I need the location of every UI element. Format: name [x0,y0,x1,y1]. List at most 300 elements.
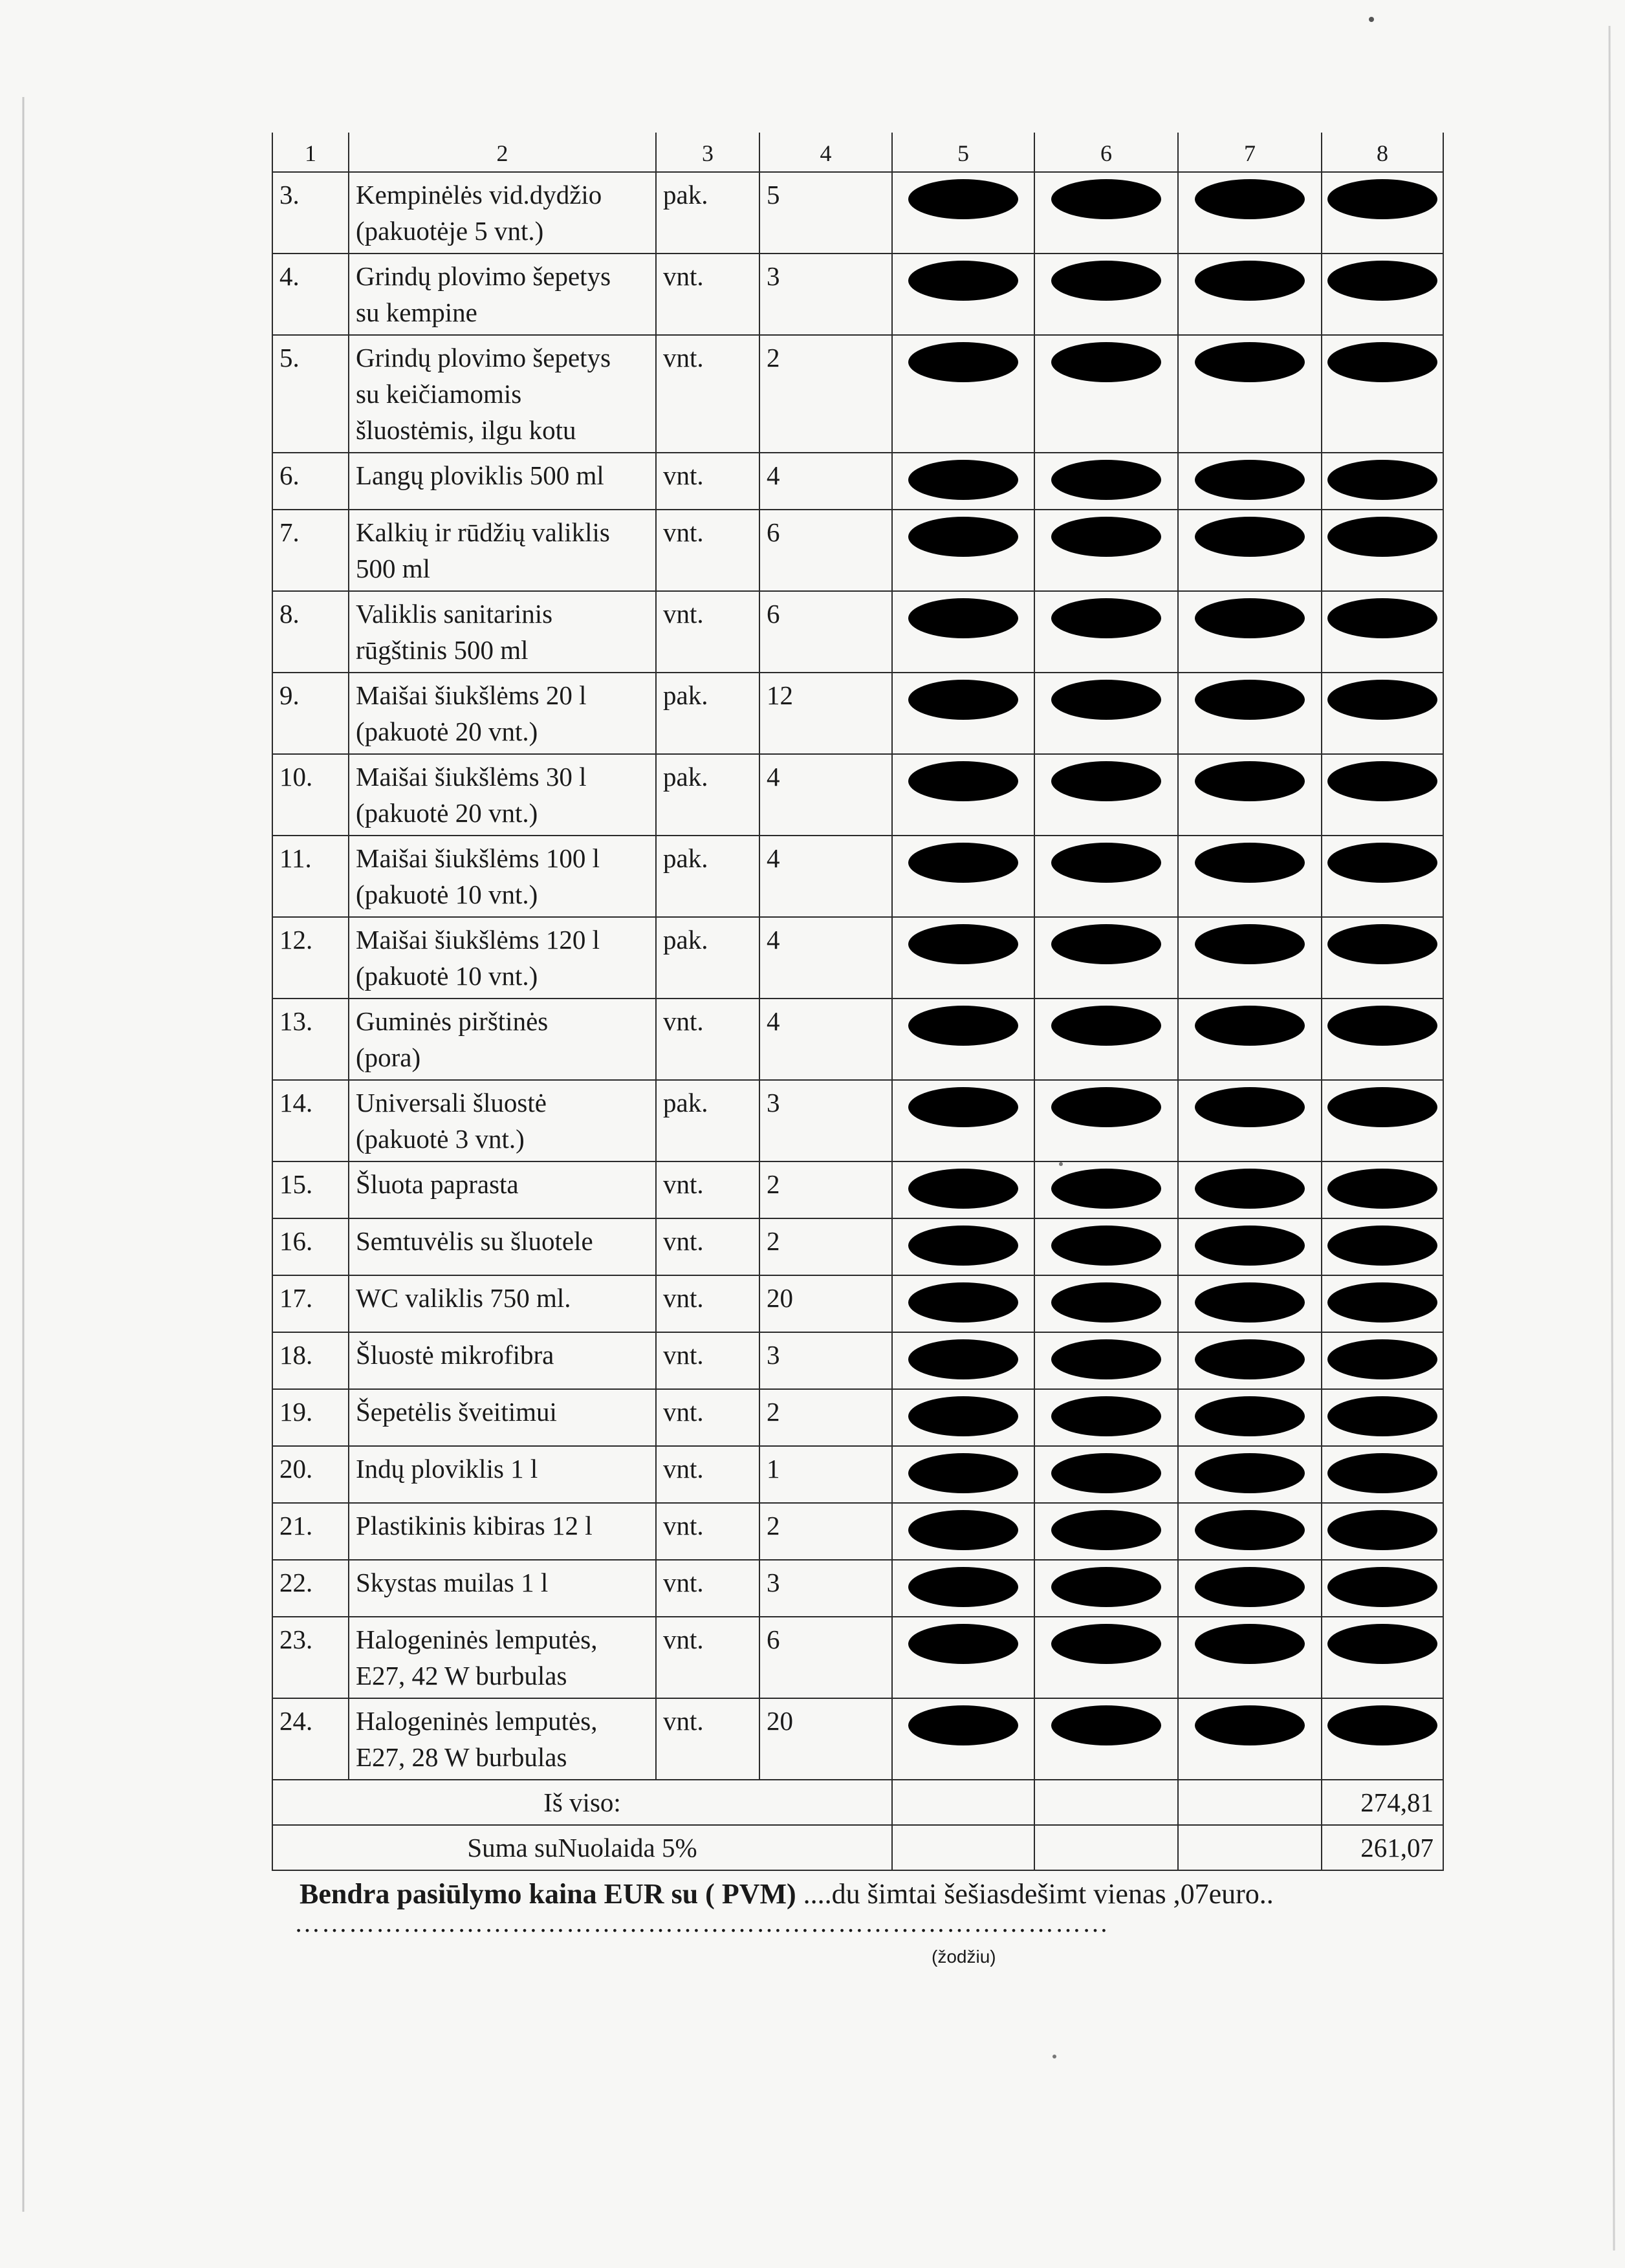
item-name-line: (pakuotė 10 vnt.) [356,880,538,909]
redacted-price-cell [1322,510,1443,591]
item-name [349,510,656,591]
redaction-mark [908,1282,1018,1323]
row-number: 19. [272,1389,349,1446]
redaction-mark [1327,1282,1437,1323]
redaction-mark [1051,680,1161,720]
redacted-price-cell [892,1218,1034,1275]
item-name-line: su kempine [356,297,477,327]
item-name-line: Grindų plovimo šepetys [356,261,611,291]
row-number: 21. [272,1503,349,1560]
item-name-line: su keičiamomis [356,379,522,409]
redacted-price-cell [1322,1698,1443,1780]
unit: pak. [656,1080,759,1161]
row-number: 16. [272,1218,349,1275]
redacted-price-cell [1178,254,1322,335]
redaction-mark [1195,680,1305,720]
redaction-mark [908,1510,1018,1550]
redacted-price-cell [1322,335,1443,453]
redaction-mark [908,1339,1018,1379]
item-name-line: Maišai šiukšlėms 100 l [356,843,600,873]
item-name [349,999,656,1080]
redaction-mark [1327,1226,1437,1266]
redacted-price-cell [1178,335,1322,453]
table-row [272,1446,1443,1503]
item-name-line: Maišai šiukšlėms 120 l [356,925,600,955]
redaction-mark [908,924,1018,964]
unit: vnt. [656,1275,759,1332]
redacted-price-cell [1034,172,1178,254]
redacted-price-cell [1178,1218,1322,1275]
table-row [272,1389,1443,1446]
redaction-mark [1327,1705,1437,1745]
unit: vnt. [656,510,759,591]
redaction-mark [1195,261,1305,301]
table-row [272,754,1443,836]
item-name [349,1161,656,1218]
redaction-mark [908,1453,1018,1493]
redacted-price-cell [1178,1275,1322,1332]
quantity: 6 [759,510,892,591]
redaction-mark [1051,342,1161,382]
redaction-mark [1195,179,1305,219]
redaction-mark [1051,924,1161,964]
item-name [349,754,656,836]
redaction-mark [1051,761,1161,801]
redaction-mark [1327,761,1437,801]
redacted-price-cell [1034,510,1178,591]
item-name [349,1617,656,1698]
total-empty-cell [1034,1825,1178,1870]
column-number: 2 [349,133,656,172]
redaction-mark [908,1567,1018,1607]
redaction-mark [1327,517,1437,557]
redaction-mark [1327,1169,1437,1209]
item-name-line: (pakuotė 20 vnt.) [356,717,538,746]
redaction-mark [1195,1705,1305,1745]
redacted-price-cell [1178,1503,1322,1560]
quantity: 2 [759,1218,892,1275]
redaction-mark [1051,1339,1161,1379]
table-row [272,1332,1443,1389]
redacted-price-cell [892,1503,1034,1560]
redacted-price-cell [1034,1275,1178,1332]
item-name-line: Skystas muilas 1 l [356,1568,549,1597]
redacted-price-cell [1322,453,1443,510]
redacted-price-cell [1178,1617,1322,1698]
row-number: 11. [272,836,349,917]
column-number: 1 [272,133,349,172]
quantity: 4 [759,754,892,836]
row-number: 4. [272,254,349,335]
redacted-price-cell [1034,1218,1178,1275]
quantity: 4 [759,453,892,510]
item-name [349,1332,656,1389]
redaction-mark [908,1226,1018,1266]
total-price-label: Bendra pasiūlymo kaina EUR su ( PVM) [300,1878,796,1910]
redacted-price-cell [892,1698,1034,1780]
redacted-price-cell [1178,917,1322,999]
total-row [272,1780,1443,1825]
redacted-price-cell [892,254,1034,335]
redacted-price-cell [892,1332,1034,1389]
redacted-price-cell [892,453,1034,510]
redacted-price-cell [1034,917,1178,999]
redaction-mark [1051,1006,1161,1046]
table-row [272,1218,1443,1275]
item-name-line: (pakuotė 20 vnt.) [356,798,538,828]
redacted-price-cell [1322,836,1443,917]
redacted-price-cell [892,1389,1034,1446]
redacted-price-cell [1322,1389,1443,1446]
item-name [349,836,656,917]
redaction-mark [1327,1453,1437,1493]
item-name-line: E27, 28 W burbulas [356,1742,567,1772]
redacted-price-cell [892,510,1034,591]
table-row [272,510,1443,591]
item-name-line: Maišai šiukšlėms 20 l [356,680,587,710]
redacted-price-cell [1178,836,1322,917]
redacted-price-cell [1178,1080,1322,1161]
redaction-mark [1051,517,1161,557]
unit: vnt. [656,453,759,510]
redaction-mark [1195,1339,1305,1379]
redacted-price-cell [892,1560,1034,1617]
row-number: 18. [272,1332,349,1389]
item-name-line: WC valiklis 750 ml. [356,1283,571,1313]
discount-total-label: Suma suNuolaida 5% [272,1825,892,1870]
unit: vnt. [656,1617,759,1698]
row-number: 12. [272,917,349,999]
table-row [272,335,1443,453]
redaction-mark [1195,1624,1305,1664]
redaction-mark [1051,598,1161,638]
redacted-price-cell [892,1617,1034,1698]
item-name [349,1698,656,1780]
column-number: 8 [1322,133,1443,172]
unit: vnt. [656,1503,759,1560]
redacted-price-cell [1034,1503,1178,1560]
redacted-price-cell [1178,172,1322,254]
unit: pak. [656,673,759,754]
unit: vnt. [656,1218,759,1275]
redacted-price-cell [892,172,1034,254]
quantity: 2 [759,335,892,453]
redaction-mark [908,843,1018,883]
row-number: 6. [272,453,349,510]
in-words-note: (žodžiu) [932,1947,996,1967]
item-name-line: Valiklis sanitarinis [356,599,553,629]
item-name-line: (pakuotėje 5 vnt.) [356,216,544,246]
item-name-line: Halogeninės lemputės, [356,1625,598,1654]
unit: vnt. [656,335,759,453]
table-row [272,999,1443,1080]
redaction-mark [1195,1169,1305,1209]
table-row [272,453,1443,510]
redaction-mark [1195,761,1305,801]
redaction-mark [1051,460,1161,500]
redacted-price-cell [1322,172,1443,254]
redacted-price-cell [892,591,1034,673]
unit: pak. [656,836,759,917]
quantity: 4 [759,836,892,917]
redacted-price-cell [1034,1080,1178,1161]
redacted-price-cell [1322,254,1443,335]
item-name-line: Maišai šiukšlėms 30 l [356,762,587,792]
item-name-line: Grindų plovimo šepetys [356,343,611,373]
redacted-price-cell [1178,1389,1322,1446]
table-row [272,254,1443,335]
row-number: 5. [272,335,349,453]
row-number: 13. [272,999,349,1080]
redaction-mark [1195,1396,1305,1436]
total-price-statement [300,1877,1274,1910]
redaction-mark [1051,1169,1161,1209]
redaction-mark [1195,1006,1305,1046]
redacted-price-cell [1322,1560,1443,1617]
redacted-price-cell [1034,254,1178,335]
price-offer-table [272,133,1444,1871]
redaction-mark [1051,1453,1161,1493]
quantity: 4 [759,999,892,1080]
redacted-price-cell [892,836,1034,917]
redaction-mark [1051,1705,1161,1745]
total-empty-cell [1034,1780,1178,1825]
row-number: 9. [272,673,349,754]
column-number: 7 [1178,133,1322,172]
item-name-line: Indų ploviklis 1 l [356,1454,538,1484]
quantity: 2 [759,1389,892,1446]
redacted-price-cell [1178,453,1322,510]
quantity: 3 [759,1560,892,1617]
redaction-mark [1195,1282,1305,1323]
redaction-mark [908,680,1018,720]
row-number: 20. [272,1446,349,1503]
redaction-mark [908,261,1018,301]
redaction-mark [1327,598,1437,638]
item-name-line: rūgštinis 500 ml [356,635,529,665]
redaction-mark [1327,1339,1437,1379]
redaction-mark [908,1624,1018,1664]
discount-total-value: 261,07 [1322,1825,1443,1870]
table-row [272,1698,1443,1780]
redaction-mark [1195,1567,1305,1607]
redacted-price-cell [1178,999,1322,1080]
redaction-mark [1051,1567,1161,1607]
redaction-mark [1051,1624,1161,1664]
quantity: 2 [759,1503,892,1560]
table-row [272,673,1443,754]
row-number: 23. [272,1617,349,1698]
redaction-mark [1327,261,1437,301]
redaction-mark [1195,843,1305,883]
total-value: 274,81 [1322,1780,1443,1825]
item-name-line: (pakuotė 10 vnt.) [356,961,538,991]
redacted-price-cell [1178,1161,1322,1218]
item-name [349,1080,656,1161]
item-name [349,1446,656,1503]
quantity: 12 [759,673,892,754]
redacted-price-cell [1034,1389,1178,1446]
redaction-mark [908,761,1018,801]
item-name [349,917,656,999]
item-name-line: 500 ml [356,554,431,583]
row-number: 8. [272,591,349,673]
quantity: 3 [759,254,892,335]
row-number: 10. [272,754,349,836]
redaction-mark [1327,680,1437,720]
unit: vnt. [656,1332,759,1389]
redacted-price-cell [1178,1560,1322,1617]
redacted-price-cell [892,1080,1034,1161]
redacted-price-cell [1178,510,1322,591]
item-name [349,1389,656,1446]
redacted-price-cell [1034,1446,1178,1503]
redacted-price-cell [1034,1698,1178,1780]
redacted-price-cell [1034,1161,1178,1218]
total-label: Iš viso: [272,1780,892,1825]
item-name [349,1503,656,1560]
redacted-price-cell [1322,1446,1443,1503]
row-number: 15. [272,1161,349,1218]
total-empty-cell [892,1825,1034,1870]
item-name [349,1560,656,1617]
row-number: 17. [272,1275,349,1332]
unit: vnt. [656,999,759,1080]
redacted-price-cell [1034,1332,1178,1389]
redaction-mark [1327,1624,1437,1664]
redacted-price-cell [1322,917,1443,999]
quantity: 20 [759,1275,892,1332]
redaction-mark [1051,1226,1161,1266]
redaction-mark [1195,1453,1305,1493]
item-name-line: (pakuotė 3 vnt.) [356,1124,525,1154]
redaction-mark [1051,1087,1161,1127]
unit: vnt. [656,1560,759,1617]
redaction-mark [908,598,1018,638]
total-empty-cell [1178,1780,1322,1825]
item-name-line: Šluostė mikrofibra [356,1340,554,1370]
redaction-mark [908,460,1018,500]
redaction-mark [1327,1567,1437,1607]
item-name [349,172,656,254]
item-name-line: Guminės pirštinės [356,1006,549,1036]
unit: pak. [656,754,759,836]
redacted-price-cell [1034,1560,1178,1617]
redacted-price-cell [1322,1161,1443,1218]
redacted-price-cell [1034,836,1178,917]
redaction-mark [908,1006,1018,1046]
redaction-mark [1327,342,1437,382]
unit: vnt. [656,1446,759,1503]
redaction-mark [908,179,1018,219]
quantity: 2 [759,1161,892,1218]
redaction-mark [908,1169,1018,1209]
redacted-price-cell [1178,1446,1322,1503]
table-row [272,591,1443,673]
item-name-line: Šluota paprasta [356,1169,519,1199]
redaction-mark [1195,598,1305,638]
table-row [272,1080,1443,1161]
unit: vnt. [656,1389,759,1446]
column-number: 4 [759,133,892,172]
quantity: 6 [759,1617,892,1698]
redaction-mark [1327,924,1437,964]
item-name-line: Langų ploviklis 500 ml [356,460,604,490]
redacted-price-cell [1322,673,1443,754]
redacted-price-cell [1322,1275,1443,1332]
redacted-price-cell [1178,1332,1322,1389]
item-name-line: Kempinėlės vid.dydžio [356,180,602,210]
unit: vnt. [656,254,759,335]
quantity: 20 [759,1698,892,1780]
redaction-mark [1327,1396,1437,1436]
item-name [349,335,656,453]
total-empty-cell [1178,1825,1322,1870]
quantity: 4 [759,917,892,999]
redacted-price-cell [892,754,1034,836]
table-row [272,1560,1443,1617]
unit: pak. [656,917,759,999]
redacted-price-cell [1178,1698,1322,1780]
redacted-price-cell [1034,754,1178,836]
item-name [349,1218,656,1275]
discount-total-row [272,1825,1443,1870]
item-name-line: Universali šluostė [356,1088,547,1118]
redacted-price-cell [892,917,1034,999]
redacted-price-cell [1322,754,1443,836]
redaction-mark [1051,261,1161,301]
redaction-mark [1327,1006,1437,1046]
redaction-mark [1327,843,1437,883]
redaction-mark [908,517,1018,557]
item-name [349,254,656,335]
redaction-mark [908,1705,1018,1745]
redacted-price-cell [1178,754,1322,836]
item-name [349,591,656,673]
redaction-mark [1051,179,1161,219]
table-row [272,1161,1443,1218]
quantity: 3 [759,1080,892,1161]
redacted-price-cell [892,1275,1034,1332]
column-number: 6 [1034,133,1178,172]
column-number: 3 [656,133,759,172]
redacted-price-cell [1322,1218,1443,1275]
item-name-line: Halogeninės lemputės, [356,1706,598,1736]
row-number: 3. [272,172,349,254]
redaction-mark [1327,179,1437,219]
redacted-price-cell [1322,1332,1443,1389]
unit: vnt. [656,591,759,673]
table-row [272,917,1443,999]
redacted-price-cell [892,335,1034,453]
table-row [272,1503,1443,1560]
item-name-line: Kalkių ir rūdžių valiklis [356,517,610,547]
quantity: 1 [759,1446,892,1503]
redaction-mark [1195,517,1305,557]
column-number-row [272,133,1443,172]
table-row [272,836,1443,917]
redacted-price-cell [1178,591,1322,673]
redaction-mark [1051,843,1161,883]
table-row [272,1275,1443,1332]
redaction-mark [908,1396,1018,1436]
item-name-line: šluostėmis, ilgu kotu [356,415,576,445]
unit: pak. [656,172,759,254]
column-number: 5 [892,133,1034,172]
table-row [272,1617,1443,1698]
redacted-price-cell [1034,453,1178,510]
redaction-mark [1327,1087,1437,1127]
